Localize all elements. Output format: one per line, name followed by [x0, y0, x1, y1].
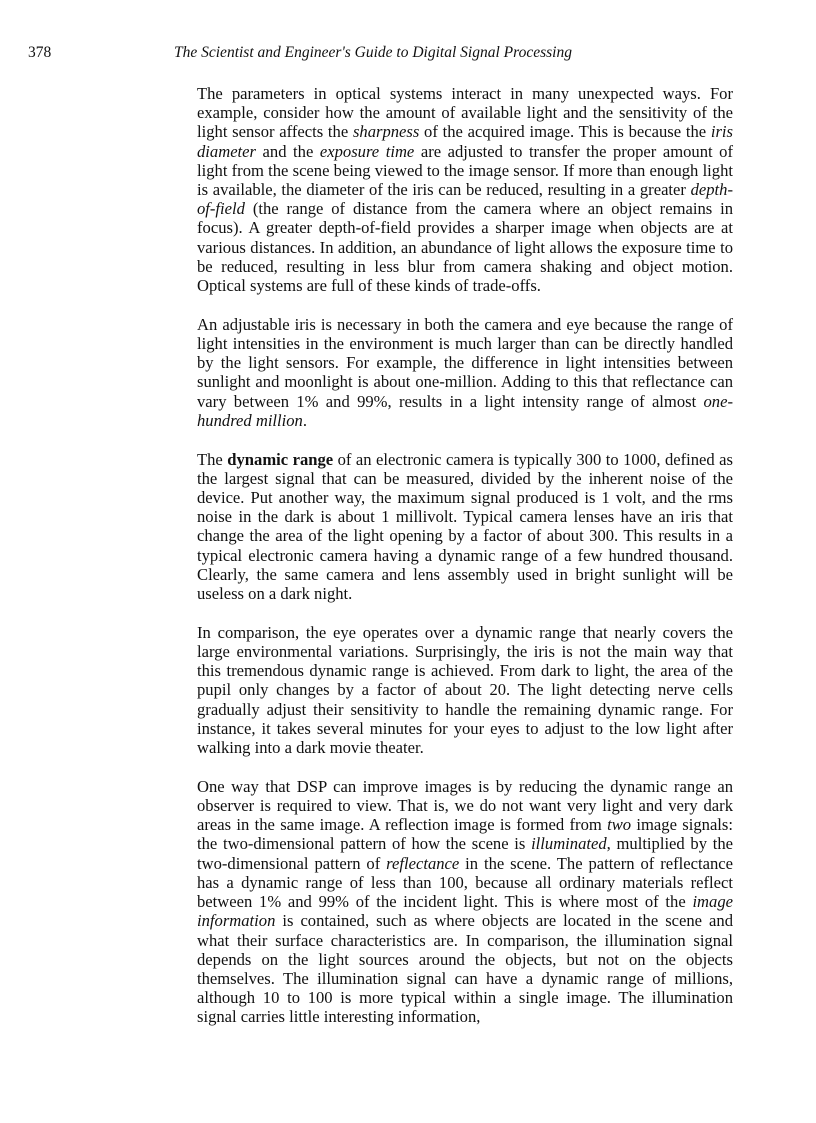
text-run: One way that DSP can improve images is by reducing the dynamic range an observer is required to view. That is, we do not want very light and very dark areas in the same image. A reflection image is formed from [197, 776, 733, 835]
text-run: . [302, 410, 308, 430]
text-run: in the scene. The pattern of reflectance has a dynamic range of less than 100, because all ordinary materials reflect between 1% and 99% of the incident light. This is where most of the [197, 853, 733, 912]
text-run: of the acquired image. This is because the [419, 122, 711, 142]
text-run: In comparison, the eye operates over a dynamic range that nearly covers the large environmental variations. Surprisingly, the iris is not the main way that this tremendous dynamic range is achieved. From dark to light, the area of the pupil only changes by a factor of about 20. The light detecting nerve cells gradually adjust their sensitivity to handle the remaining dynamic range. For instance, it takes several minutes for your eyes to adjust to the low light after walking into a dark movie theater. [197, 622, 733, 758]
text-run: An adjustable iris is necessary in both the camera and eye because the range of light intensities in the environment is much larger than can be directly handled by the light sensors. For example, the difference in light intensities between sunlight and moonlight is about one-million. Adding to this that reflectance can vary between 1% and 99%, results in a light intensity range of almost [197, 314, 733, 411]
page-number: 378 [28, 44, 52, 61]
paragraph [197, 450, 733, 604]
text-run: and the [256, 141, 320, 161]
paragraph [197, 623, 733, 757]
emphasis-text: two [607, 815, 632, 835]
paragraph [197, 315, 733, 430]
emphasis-text: iris diameter [197, 122, 733, 161]
paragraph [197, 777, 733, 1027]
paragraph [197, 84, 733, 295]
text-run: image signals: the two-dimensional pattern of how the scene is [197, 815, 733, 854]
text-run: are adjusted to transfer the proper amount of light from the scene being viewed to the image sensor. If more than enough light is available, the diameter of the iris can be reduced, resulting in a greater [197, 141, 733, 200]
text-run: is contained, such as where objects are located in the scene and what their surface characteristics are. In comparison, the illumination signal depends on the light sources around the objects, but not on the objects themselves. The illumination signal can have a dynamic range of millions, although 10 to 100 is more typical within a single image. The illumination signal carries little interesting information, [197, 911, 733, 1027]
emphasis-text: image information [197, 892, 733, 931]
text-run: (the range of distance from the camera where an object remains in focus). A greater depth-of-field provides a sharper image when objects are at various distances. In addition, an abundance of light allows the exposure time to be reduced, resulting in less blur from camera shaking and object motion. Optical systems are full of these kinds of trade-offs. [197, 199, 733, 296]
text-run: The parameters in optical systems interact in many unexpected ways. For example, consider how the amount of available light and the sensitivity of the light sensor affects the [197, 84, 733, 142]
emphasis-text: illuminated [531, 834, 607, 854]
emphasis-text: exposure time [319, 141, 415, 161]
text-run: , multiplied by the two-dimensional pattern of [197, 834, 733, 873]
emphasis-text: sharpness [352, 122, 420, 142]
emphasis-text: one-hundred million [197, 391, 733, 430]
text-run: The [197, 449, 228, 469]
emphasis-text: reflectance [386, 853, 460, 873]
body-text [197, 84, 733, 1046]
running-title: The Scientist and Engineer's Guide to Digital Signal Processing [174, 44, 572, 61]
emphasis-text: depth-of-field [197, 180, 733, 219]
text-run: of an electronic camera is typically 300 to 1000, defined as the largest signal that can be measured, divided by the inherent noise of the device. Put another way, the maximum signal produced is 1 volt, and the rms noise in the dark is about 1 millivolt. Typical camera lenses have an iris that change the area of the light opening by a factor of about 300. This results in a typical electronic camera having a dynamic range of a few hundred thousand. Clearly, the same camera and lens assembly used in bright sunlight will be useless on a dark night. [197, 449, 733, 604]
bold-term: dynamic range [227, 449, 334, 469]
